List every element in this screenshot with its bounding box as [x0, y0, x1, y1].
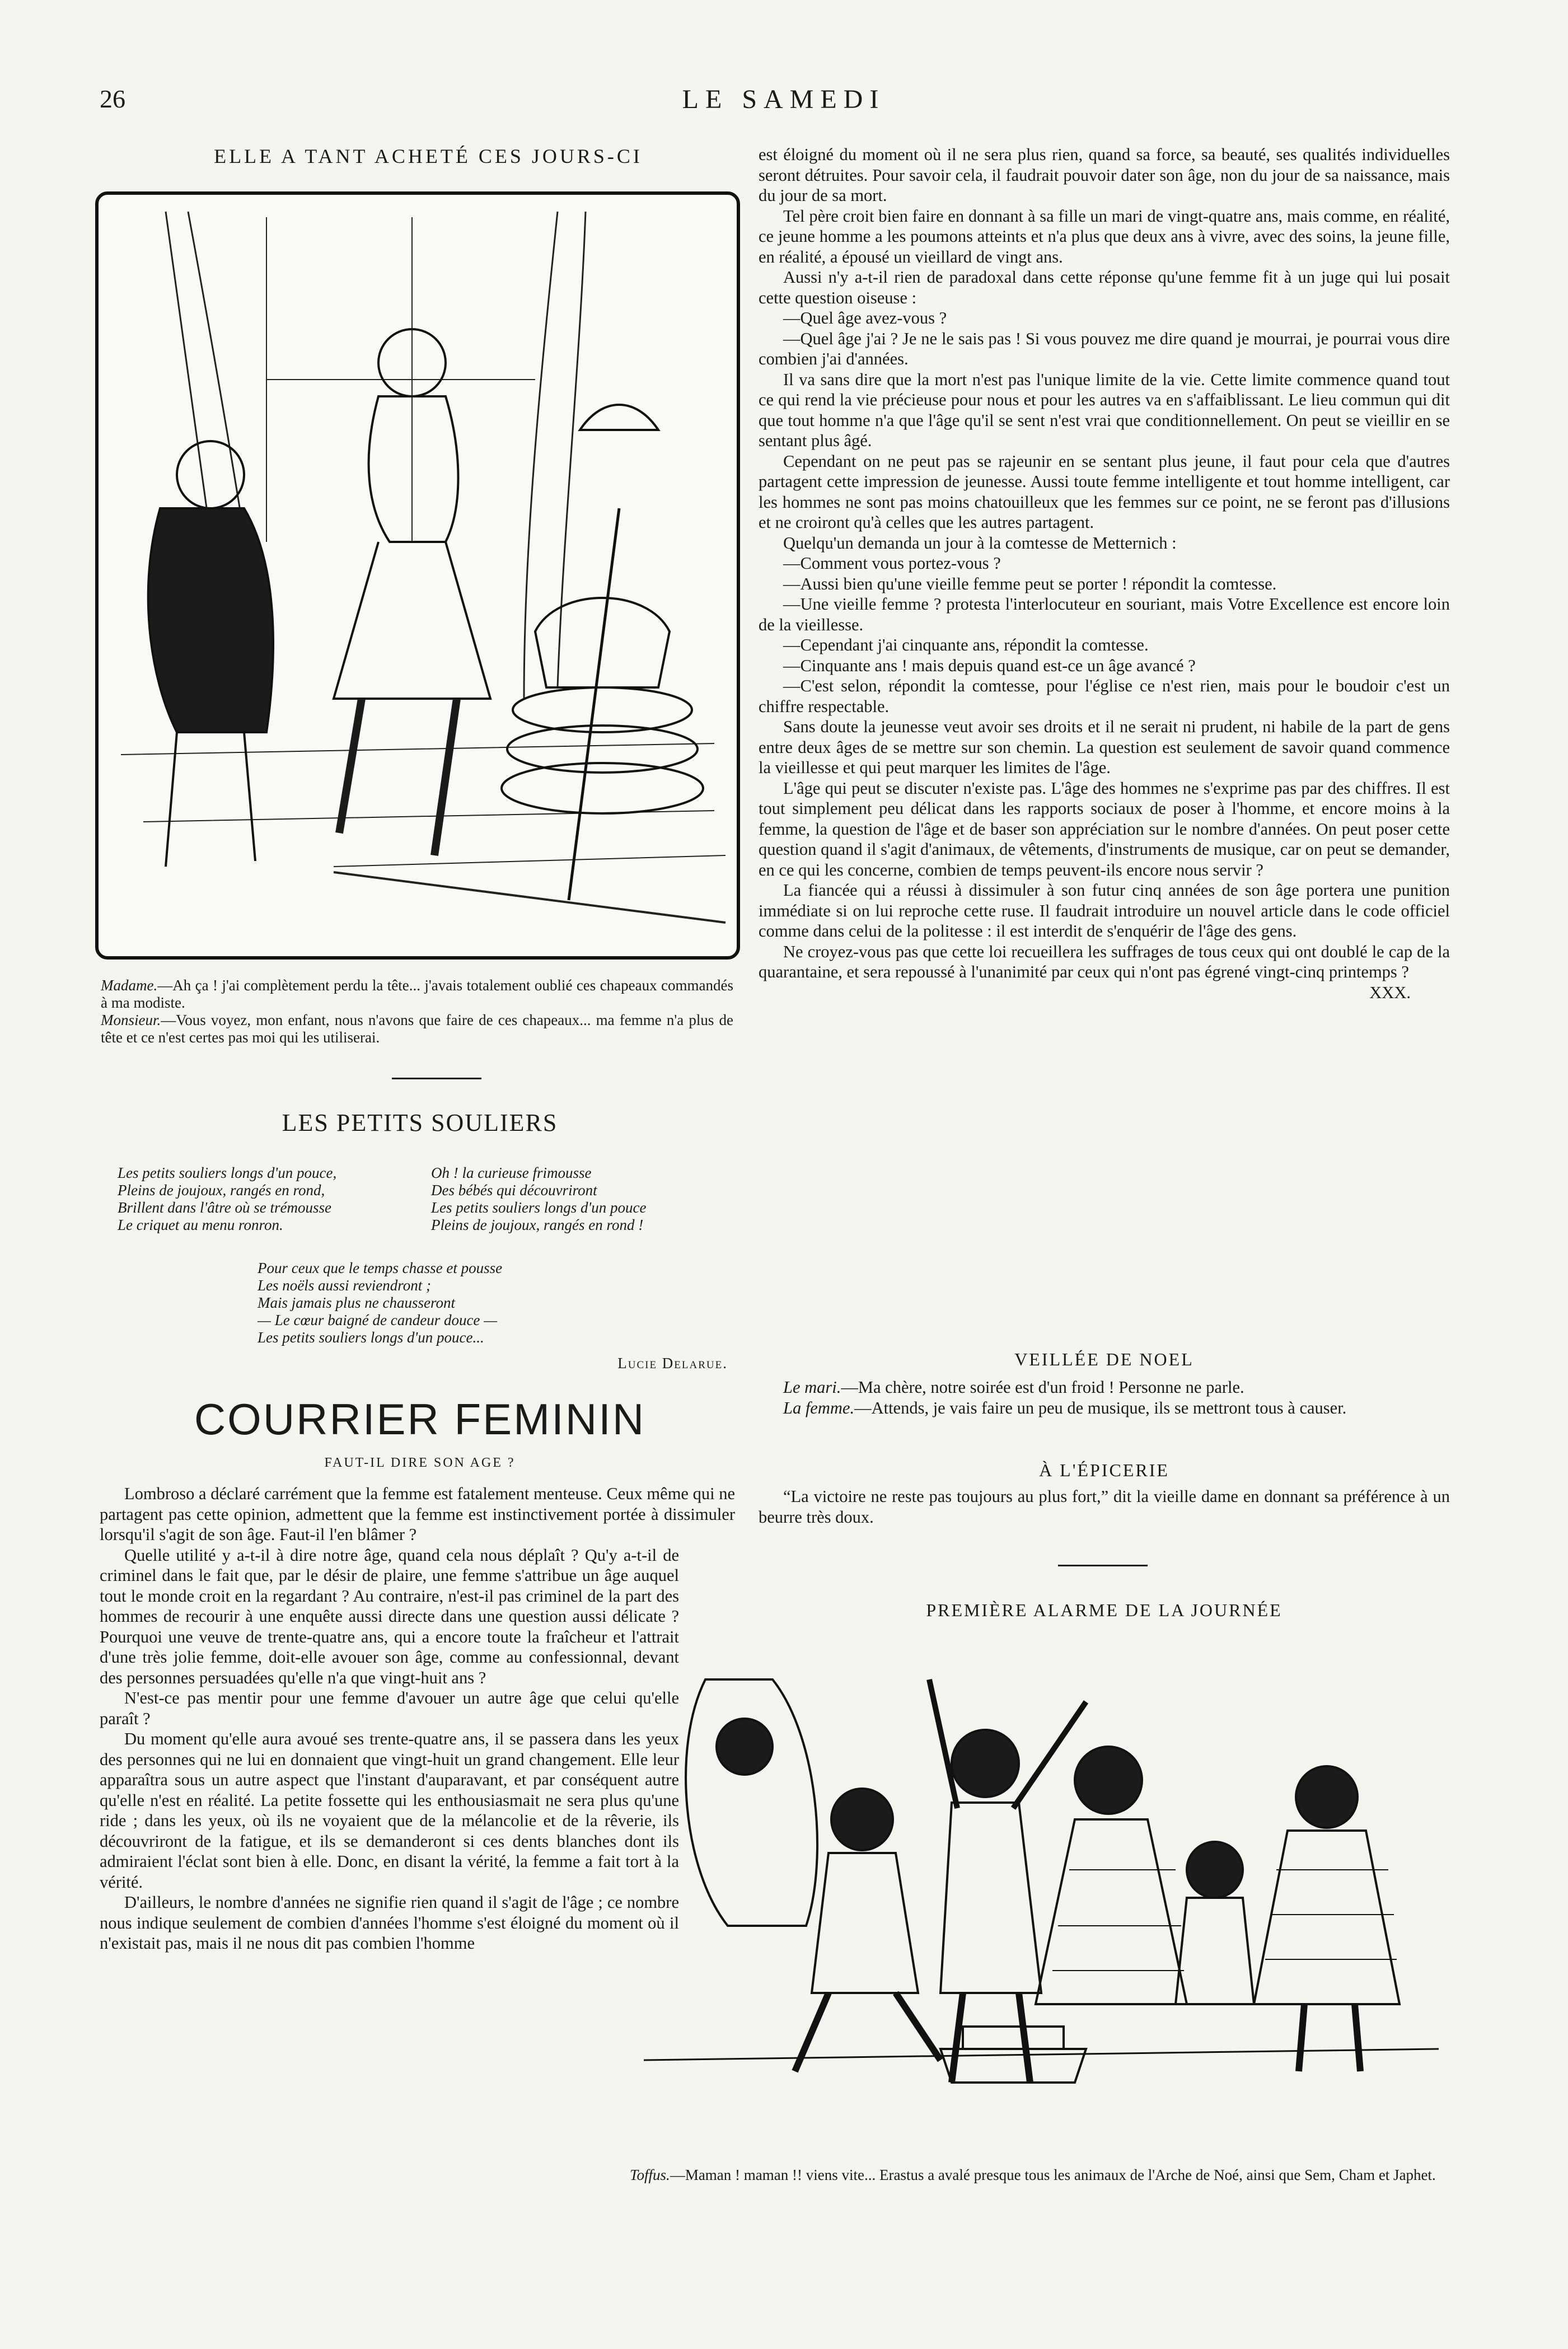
veillee-title: VEILLÉE DE NOEL: [1014, 1349, 1194, 1369]
courrier-right-paragraph: Cependant on ne peut pas se rajeunir en se sentant plus jeune, il faut pour cela que d'autres partagent cette impression de jeunesse. Aussi toute femme intelligente et tout homme intelligent, car les hommes ne sont pas moins chatouilleux que les femmes sur ce point, ne se feront pas d'illusions et ne croiront qu'à celles que les autres partagent.: [759, 451, 1450, 532]
poem-line: Brillent dans l'âtre où se trémousse: [118, 1199, 331, 1216]
courrier-right-paragraph: est éloigné du moment où il ne sera plus rien, quand sa force, sa beauté, ses qualités individuelles seront détruites. Pour savoir cela, il faudrait pouvoir dater son âge, non du jour de sa naissance, mais du jour de sa mort.: [759, 145, 1450, 205]
courrier-title: COURRIER FEMININ: [194, 1395, 646, 1444]
courrier-right-paragraph: —C'est selon, répondit la comtesse, pour l'église ce n'est rien, mais pour le boudoir c'est un chiffre respectable.: [759, 676, 1450, 716]
caption-line-madame: [101, 977, 733, 1012]
poem-title: LES PETITS SOULIERS: [282, 1109, 558, 1136]
caption-text-madame: —Ah ça ! j'ai complètement perdu la tête... j'avais totalement oublié ces chapeaux commandés à ma modiste.: [101, 977, 733, 1011]
courrier-right-paragraph: —Cinquante ans ! mais depuis quand est-ce un âge avancé ?: [783, 656, 1196, 675]
epicerie-paragraph: “La victoire ne reste pas toujours au plus fort,” dit la vieille dame en donnant sa préférence à un beurre très doux.: [759, 1487, 1450, 1527]
courrier-right-paragraph: L'âge qui peut se discuter n'existe pas. L'âge des hommes ne s'exprime pas par des chiffres. Il est tout simplement peu délicat dans les rapports sociaux de poser à l'homme, et encore moins à la femme, la question de l'âge et de baser son appréciation sur le nombre d'années. On peut poser cette question quand il s'agit d'animaux, de vêtements, d'instruments de musique, car on peut se demander, en ce qui les concerne, combien de temps peuvent-ils encore nous servir ?: [759, 778, 1450, 879]
poem-line: Les petits souliers longs d'un pouce,: [118, 1164, 337, 1181]
courrier-right-paragraph: Aussi n'y a-t-il rien de paradoxal dans cette réponse qu'une femme fit à un juge qui lui posait cette question oiseuse :: [759, 268, 1450, 307]
top-cartoon-title: ELLE A TANT ACHETÉ CES JOURS-CI: [214, 145, 643, 167]
poem-author: Lucie Delarue.: [617, 1355, 728, 1372]
poem-left-stanza: [118, 1164, 409, 1234]
bottom-caption-speaker: Toffus.: [630, 2166, 670, 2183]
bottom-cartoon-caption: [630, 2166, 1453, 2184]
caption-speaker-madame: Madame.: [101, 977, 158, 994]
children-scene-drawing: [627, 1635, 1455, 2150]
courrier-signature: XXX.: [1369, 982, 1411, 1002]
courrier-right-paragraph: —Quel âge j'ai ? Je ne le sais pas ! Si vous pouvez me dire quand je mourrai, je pourrai vous dire combien j'ai d'années.: [759, 329, 1450, 368]
poem-center-stanza: [258, 1260, 593, 1346]
veillee-speaker-femme: La femme.: [783, 1398, 855, 1417]
courrier-right-paragraph: Ne croyez-vous pas que cette loi recueillera les suffrages de tous ceux qui ont doublé le cap de la quarantaine, et sera repoussé à l'unanimité par ceux qui n'ont pas égrené vingt-cinq printemps ?: [759, 942, 1450, 981]
veillee-text-mari: —Ma chère, notre soirée est d'un froid ! Personne ne parle.: [841, 1378, 1244, 1397]
epicerie-text: [759, 1486, 1450, 1527]
poem-line: Mais jamais plus ne chausseront: [258, 1294, 455, 1311]
courrier-right-paragraph: Il va sans dire que la mort n'est pas l'unique limite de la vie. Cette limite commence quand tout ce qui rend la vie précieuse pour nous et pour les autres va en s'affaiblissant. Le lieu commun qui dit que tout homme n'a que l'âge qu'il se sent n'est vrai que conditionnellement. On peut se vieillir en se sentant plus âgé.: [759, 369, 1450, 450]
courrier-paragraph: D'ailleurs, le nombre d'années ne signifie rien quand il s'agit de l'âge ; ce nombre nous indique seulement de combien d'années l'homme s'est éloigné du moment où il n'existait pas, mais il ne nous dit pas combien l'homme: [100, 1893, 679, 1953]
veillee-speaker-mari: Le mari.: [783, 1378, 841, 1397]
veillee-text-femme: —Attends, je vais faire un peu de musique, ils se mettront tous à causer.: [854, 1398, 1347, 1417]
divider-rule: [392, 1078, 481, 1079]
journal-title: LE SAMEDI: [682, 85, 886, 114]
poem-line: Pleins de joujoux, rangés en rond !: [431, 1216, 644, 1233]
bottom-cartoon-title: PREMIÈRE ALARME DE LA JOURNÉE: [926, 1600, 1283, 1620]
caption-speaker-monsieur: Monsieur.: [101, 1012, 161, 1028]
poem-line: Le criquet au menu ronron.: [118, 1216, 283, 1233]
courrier-right-paragraph: —Une vieille femme ? protesta l'interlocuteur en souriant, mais Votre Excellence est encore loin de la vieillesse.: [759, 595, 1450, 634]
poem-right-stanza: [431, 1164, 733, 1234]
poem-line: Des bébés qui découvriront: [431, 1182, 597, 1199]
poem-line: Les petits souliers longs d'un pouce...: [258, 1329, 484, 1346]
poem-line: Les noëls aussi reviendront ;: [258, 1277, 431, 1294]
divider-rule: [1058, 1565, 1148, 1566]
bottom-cartoon-illustration: [627, 1635, 1455, 2150]
poem-line: Oh ! la curieuse frimousse: [431, 1164, 592, 1181]
courrier-paragraph: Quelle utilité y a-t-il à dire notre âge, quand cela nous déplaît ? Qu'y a-t-il de criminel dans le fait que, par le désir de plaire, une femme s'attribue un âge auquel tout le monde croit en la regardant ? Au contraire, n'est-il pas criminel de la part des hommes de recourir à une enquête aussi directe dans une question aussi délicate ? Pourquoi une veuve de trente-quatre ans, qui a encore toute la fraîcheur et l'attrait d'une très jolie femme, doit-elle avouer son âge, comme au confessionnal, devant des personnes persuadées qu'elle n'a que vingt-huit ans ?: [100, 1545, 679, 1687]
veillee-line-mari: [759, 1377, 1450, 1398]
courrier-right-paragraph: —Cependant j'ai cinquante ans, répondit la comtesse.: [783, 635, 1149, 654]
bottom-caption-text: —Maman ! maman !! viens vite... Erastus a avalé presque tous les animaux de l'Arche de Noé, ainsi que Sem, Cham et Japhet.: [670, 2166, 1436, 2183]
poem-line: Les petits souliers longs d'un pouce: [431, 1199, 647, 1216]
poem-line: — Le cœur baigné de candeur douce —: [258, 1312, 498, 1328]
courrier-right-paragraph: —Comment vous portez-vous ?: [783, 554, 1001, 573]
veillee-line-femme: [759, 1398, 1450, 1419]
courrier-right-paragraph: Sans doute la jeunesse veut avoir ses droits et il ne serait ni prudent, ni habile de la part de gens entre deux âges de se mettre sur son chemin. La question est seulement de savoir quand commence la vieillesse et qui peut marquer les limites de l'âge.: [759, 717, 1450, 777]
courrier-right-paragraph: La fiancée qui a réussi à dissimuler à son futur cinq années de son âge portera une punition immédiate si on lui reproche cette ruse. Il faudrait introduire un nouvel article dans le code officiel comme dans celui de la politesse : il est interdit de s'enquérir de l'âge des gens.: [759, 881, 1450, 940]
caption-text-monsieur: —Vous voyez, mon enfant, nous n'avons que faire de ces chapeaux... ma femme n'a plus de tête et ce n'est certes pas moi qui les utiliserai.: [101, 1012, 733, 1046]
courrier-right-paragraph: Tel père croit bien faire en donnant à sa fille un mari de vingt-quatre ans, mais comme, en réalité, ce jeune homme a les poumons atteints et n'a plus que deux ans à vivre, avec des soins, la jeune fille, en réalité, a épousé un vieillard de vingt ans.: [759, 206, 1450, 266]
page-number: 26: [100, 85, 125, 113]
courrier-right-paragraph: Quelqu'un demanda un jour à la comtesse de Metternich :: [783, 533, 1177, 553]
poem-line: Pour ceux que le temps chasse et pousse: [258, 1260, 503, 1276]
courrier-paragraph: Du moment qu'elle aura avoué ses trente-quatre ans, il se passera dans les yeux des personnes qui ne lui en donnaient que vingt-huit un grand changement. Elle leur apparaîtra sous un autre aspect que l'instant d'auparavant, et par conséquent autre qu'elle n'est en réalité. La petite fossette qui les enthousiasmait ne sera plus qu'une ride ; dans les yeux, où ils ne voyaient que de la mélancolie et de la rêverie, ils découvriront de la fatigue, et ils se demanderont si ces dents blanches dont ils admiraient l'éclat sont bien à elle. Donc, en disant la vérité, la femme a fait tort à la vérité.: [100, 1729, 679, 1892]
courrier-paragraph: Lombroso a déclaré carrément que la femme est fatalement menteuse. Ceux même qui ne partagent pas cette opinion, admettent que la femme est instinctivement portée à dissimuler lorsqu'il s'agit de son âge. Faut-il l'en blâmer ?: [100, 1484, 735, 1544]
courrier-right-paragraph: —Quel âge avez-vous ?: [783, 308, 947, 327]
courrier-subtitle: FAUT-IL DIRE SON AGE ?: [324, 1456, 516, 1470]
courrier-paragraph: N'est-ce pas mentir pour une femme d'avouer un autre âge que celui qu'elle paraît ?: [100, 1688, 679, 1728]
top-cartoon-illustration: [95, 191, 740, 960]
top-cartoon-caption: [101, 977, 733, 1046]
courrier-right-column: [759, 144, 1450, 1003]
caption-line-monsieur: [101, 1012, 733, 1046]
poem-line: Pleins de joujoux, rangés en rond,: [118, 1182, 325, 1199]
hats-scene-drawing: [99, 195, 737, 956]
courrier-right-paragraph: —Aussi bien qu'une vieille femme peut se porter ! répondit la comtesse.: [783, 574, 1277, 593]
veillee-text: [759, 1377, 1450, 1418]
epicerie-title: À L'ÉPICERIE: [1039, 1460, 1169, 1480]
